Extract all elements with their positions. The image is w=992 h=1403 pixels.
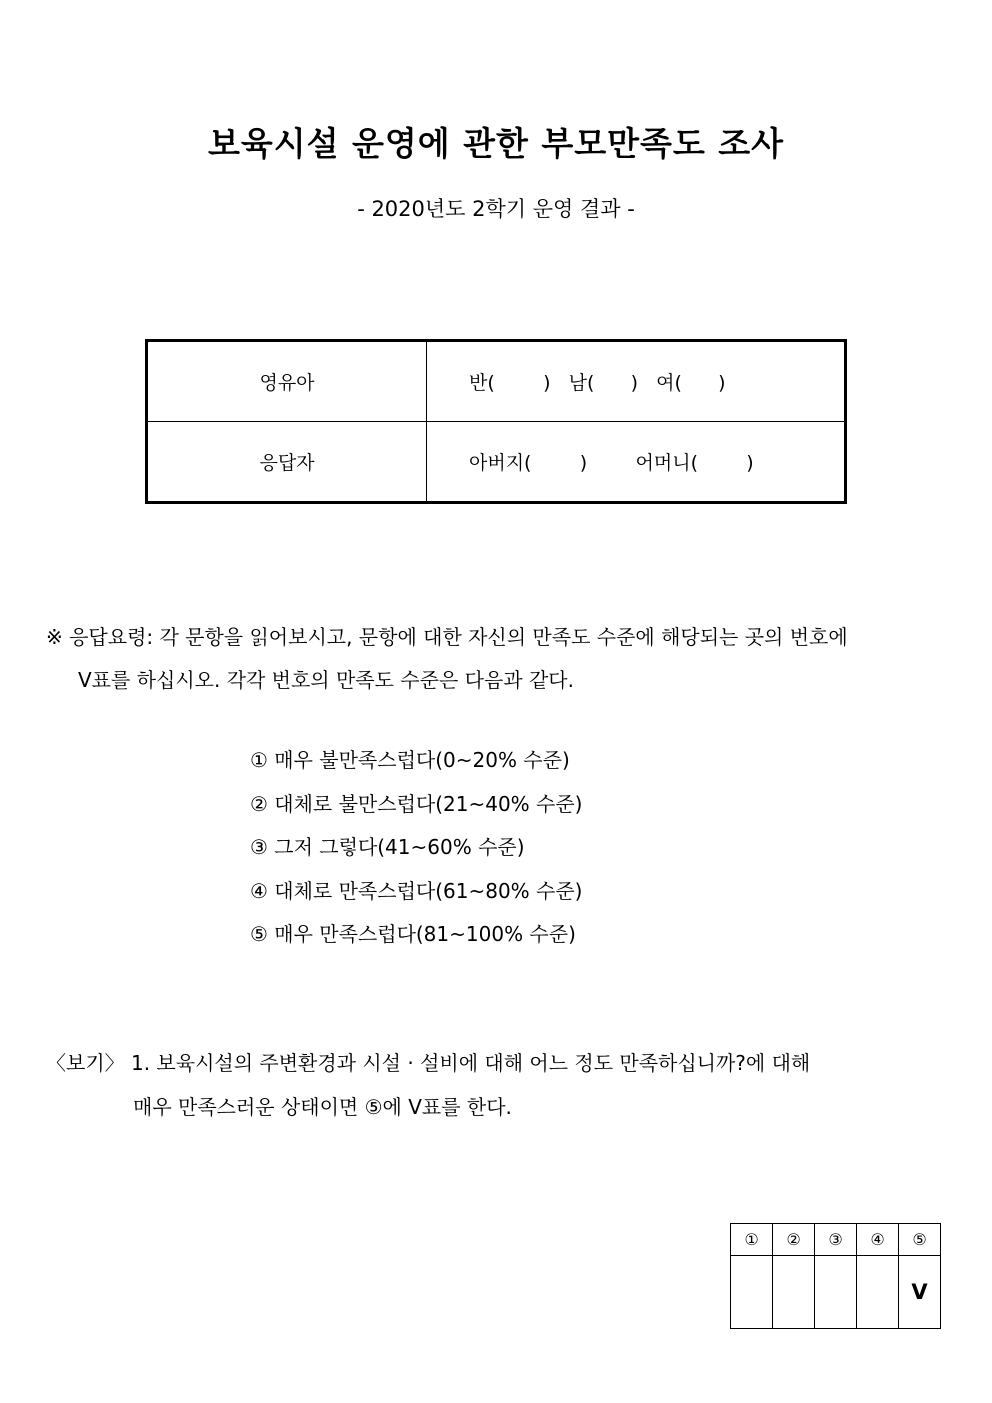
list-item: ① 매우 불만족스럽다(0~20% 수준) bbox=[250, 748, 570, 772]
respondent-info-table bbox=[145, 339, 847, 504]
example-answer-grid bbox=[730, 1223, 941, 1329]
answer-header-5: ⑤ bbox=[899, 1224, 941, 1256]
document-subtitle: - 2020년도 2학기 운영 결과 - bbox=[357, 197, 635, 221]
table-row bbox=[731, 1224, 941, 1256]
answer-header-3: ③ bbox=[815, 1224, 857, 1256]
answer-cell-1[interactable] bbox=[731, 1256, 773, 1329]
child-label: 영유아 bbox=[147, 341, 427, 422]
respondent-parent-field[interactable]: 아버지( ) 어머니( ) bbox=[427, 422, 846, 503]
response-instructions bbox=[46, 616, 946, 702]
list-item: ③ 그저 그렇다(41~60% 수준) bbox=[250, 835, 525, 859]
list-item: ② 대체로 불만스럽다(21~40% 수준) bbox=[250, 791, 583, 816]
answer-cell-4[interactable] bbox=[857, 1256, 899, 1329]
table-row bbox=[147, 341, 846, 422]
answer-cell-3[interactable] bbox=[815, 1256, 857, 1329]
child-class-gender-field[interactable]: 반( ) 남( ) 여( ) bbox=[427, 341, 846, 422]
instructions-line-1: ※ 응답요령: 각 문항을 읽어보시고, 문항에 대한 자신의 만족도 수준에 해당되는 곳의 번호에 bbox=[46, 625, 848, 649]
table-row bbox=[147, 422, 846, 503]
table-row bbox=[731, 1256, 941, 1329]
instructions-line-2: V표를 하십시오. 각각 번호의 만족도 수준은 다음과 같다. bbox=[78, 668, 574, 692]
answer-cell-2[interactable] bbox=[773, 1256, 815, 1329]
example-block bbox=[46, 1041, 946, 1129]
document-title: 보육시설 운영에 관한 부모만족도 조사 bbox=[207, 124, 784, 163]
example-line-2: 매우 만족스러운 상태이면 ⑤에 V표를 한다. bbox=[133, 1095, 512, 1119]
list-item: ⑤ 매우 만족스럽다(81~100% 수준) bbox=[250, 922, 576, 946]
answer-header-4: ④ bbox=[857, 1224, 899, 1256]
answer-header-2: ② bbox=[773, 1224, 815, 1256]
answer-cell-5[interactable]: V bbox=[899, 1256, 941, 1329]
answer-header-1: ① bbox=[731, 1224, 773, 1256]
satisfaction-scale-list bbox=[250, 739, 582, 957]
example-line-1: 〈보기〉 1. 보육시설의 주변환경과 시설 · 설비에 대해 어느 정도 만족하십니까?에 대해 bbox=[46, 1051, 811, 1075]
list-item: ④ 대체로 만족스럽다(61~80% 수준) bbox=[250, 878, 583, 903]
respondent-label: 응답자 bbox=[147, 422, 427, 503]
